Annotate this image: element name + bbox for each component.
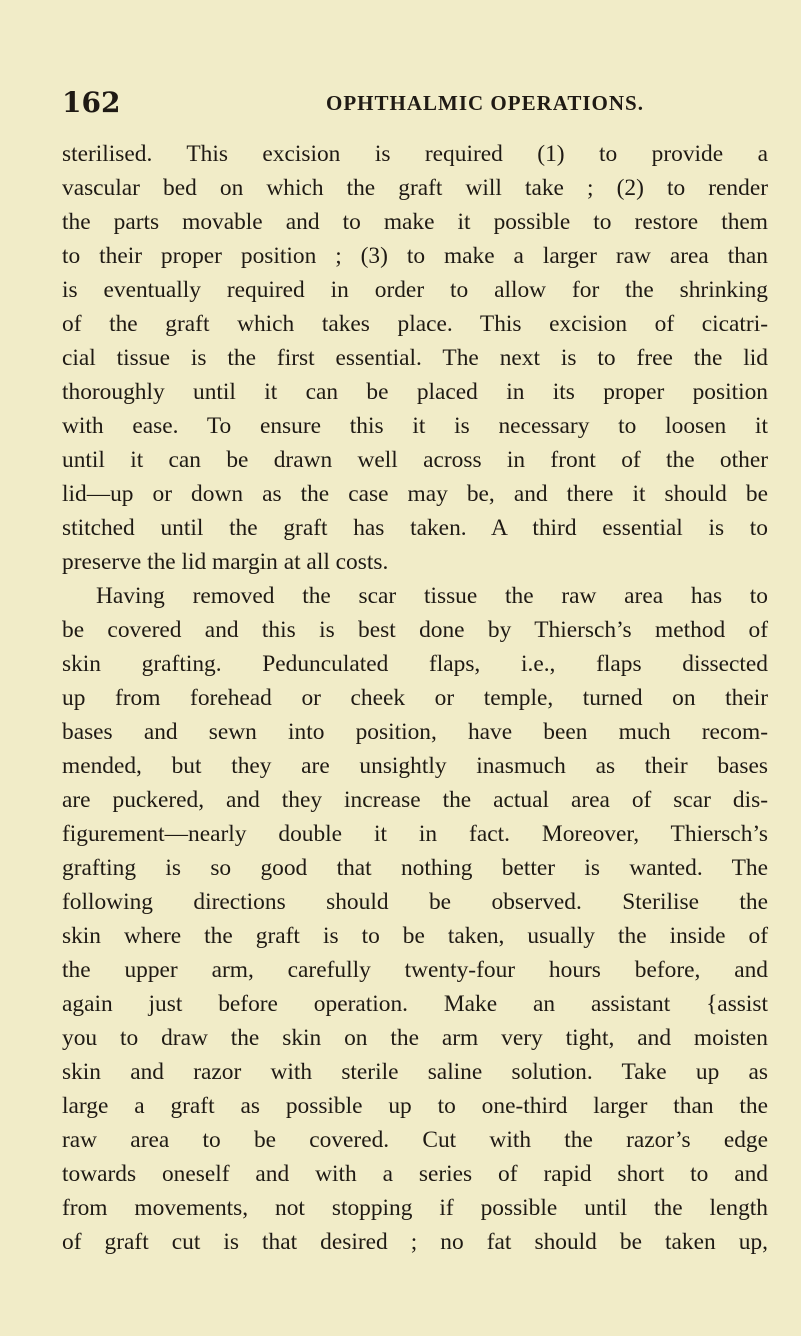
text-line: stitched until the graft has taken. A third essential is to [62, 515, 768, 541]
text-line: the upper arm, carefully twenty-four hours before, and [62, 957, 768, 983]
text-line: skin where the graft is to be taken, usually the inside of [62, 923, 768, 949]
text-line: until it can be drawn well across in front of the other [62, 447, 768, 473]
text-line: of the graft which takes place. This excision of cicatri- [62, 311, 768, 337]
text-line: sterilised. This excision is required (1) to provide a [62, 141, 768, 167]
text-line: cial tissue is the first essential. The next is to free the lid [62, 345, 768, 371]
text-line: vascular bed on which the graft will take ; (2) to render [62, 175, 768, 201]
text-line: following directions should be observed. Sterilise the [62, 889, 768, 915]
text-line: raw area to be covered. Cut with the razor’s edge [62, 1127, 768, 1153]
text-line: lid—up or down as the case may be, and there it should be [62, 481, 768, 507]
text-line: mended, but they are unsightly inasmuch as their bases [62, 753, 768, 779]
text-line: Having removed the scar tissue the raw area has to [96, 583, 768, 609]
text-line: of graft cut is that desired ; no fat should be taken up, [62, 1229, 768, 1255]
text-line: grafting is so good that nothing better is wanted. The [62, 855, 768, 881]
text-line: skin grafting. Pedunculated flaps, i.e., flaps dissected [62, 651, 768, 677]
text-line: thoroughly until it can be placed in its proper position [62, 379, 768, 405]
text-line: to their proper position ; (3) to make a larger raw area than [62, 243, 768, 269]
text-line: bases and sewn into position, have been much recom- [62, 719, 768, 745]
text-line: from movements, not stopping if possible until the length [62, 1195, 768, 1221]
page-number: 162 [62, 86, 121, 119]
text-line: towards oneself and with a series of rapid short to and [62, 1161, 768, 1187]
text-line: be covered and this is best done by Thiersch’s method of [62, 617, 768, 643]
text-line: figurement—nearly double it in fact. Moreover, Thiersch’s [62, 821, 768, 847]
text-line: up from forehead or cheek or temple, turned on their [62, 685, 768, 711]
text-line: is eventually required in order to allow for the shrinking [62, 277, 768, 303]
paragraph-2 [62, 579, 768, 1259]
body-text [62, 137, 768, 1259]
running-head: OPHTHALMIC OPERATIONS. [326, 91, 644, 115]
text-line: the parts movable and to make it possible to restore them [62, 209, 768, 235]
paragraph-1 [62, 137, 768, 579]
text-line: preserve the lid margin at all costs. [62, 549, 389, 575]
text-line: large a graft as possible up to one-third larger than the [62, 1093, 768, 1119]
text-line: are puckered, and they increase the actual area of scar dis- [62, 787, 768, 813]
text-line: skin and razor with sterile saline solution. Take up as [62, 1059, 768, 1085]
text-line: with ease. To ensure this it is necessary to loosen it [62, 413, 768, 439]
page-header [62, 86, 762, 126]
text-line: you to draw the skin on the arm very tight, and moisten [62, 1025, 768, 1051]
text-line: again just before operation. Make an assistant {assist [62, 991, 768, 1017]
